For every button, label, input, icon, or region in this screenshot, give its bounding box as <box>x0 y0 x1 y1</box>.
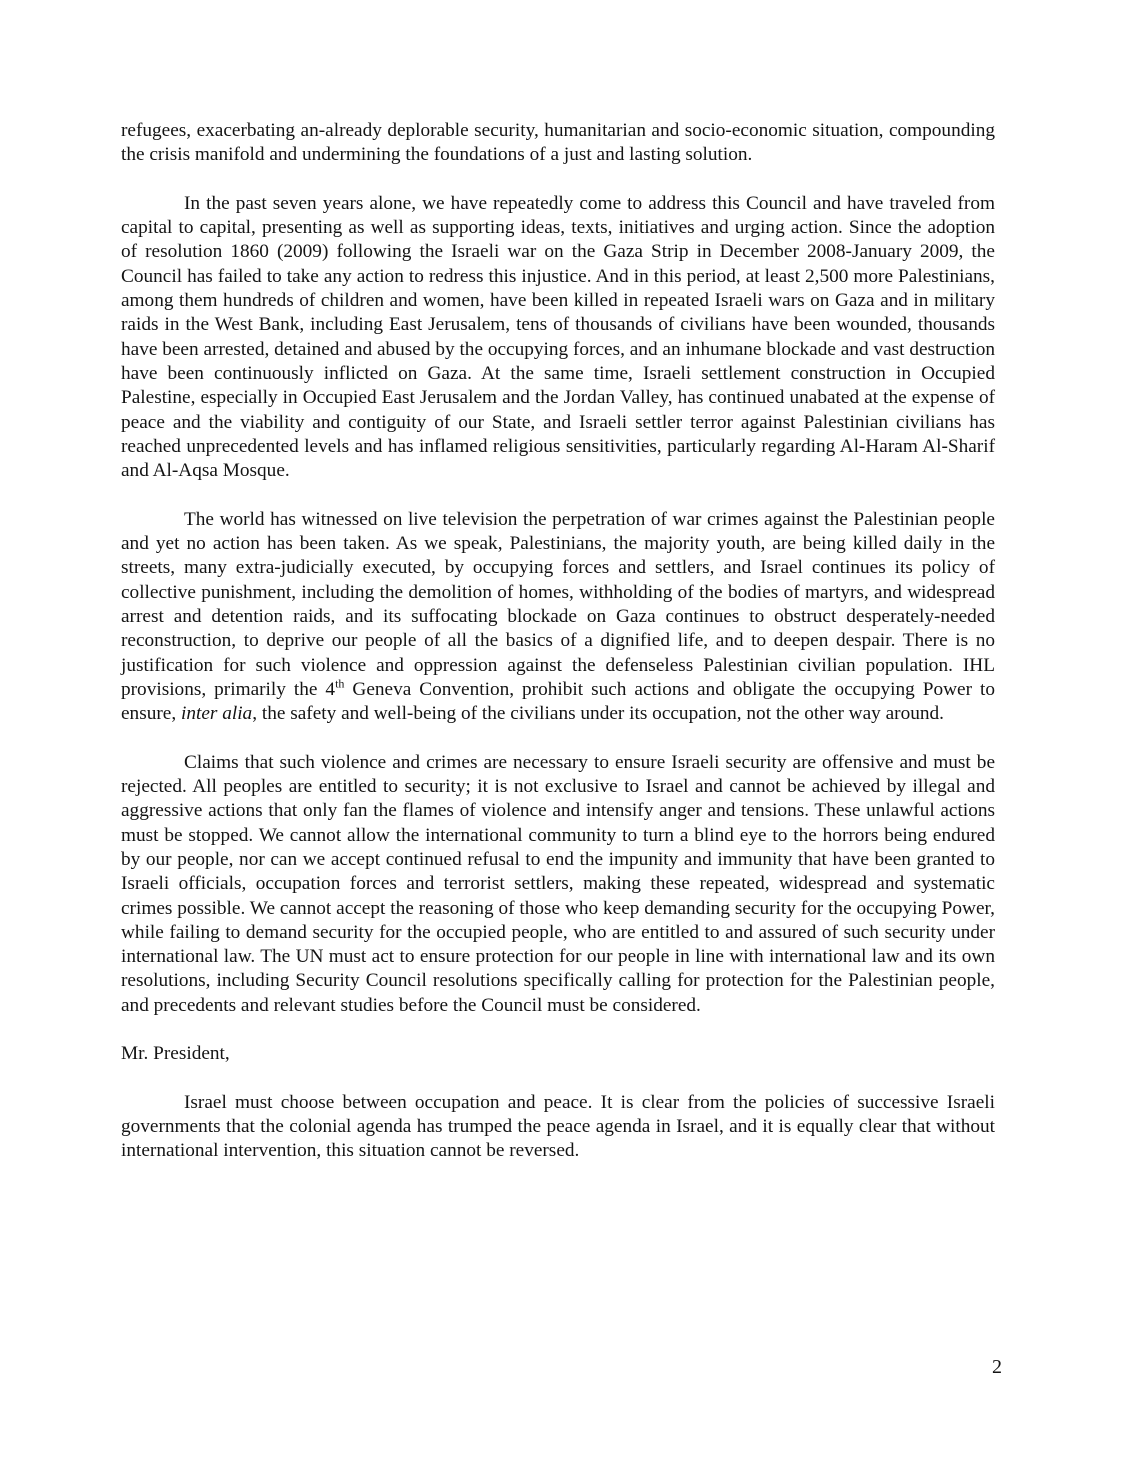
ordinal-superscript: th <box>335 676 345 691</box>
paragraph-world-witnessed <box>121 508 995 727</box>
paragraph-text-middle: Geneva Convention, prohibit such actions and obligate the occupying Power to ensure, <box>121 678 995 725</box>
paragraph-text-before: The world has witnessed on live television the perpetration of war crimes against the Palestinian people and yet no action has been taken. As we speak, Palestinians, the majority youth, are being killed daily in the streets, many extra-judicially executed, by occupying forces and settlers, and Israel continues its policy of collective punishment, including the demolition of homes, withholding of the bodies of martyrs, and widespread arrest and detention raids, and its suffocating blockade on Gaza continues to obstruct desperately-needed reconstruction, to deprive our people of all the basics of a dignified life, and to deepen despair. There is no justification for such violence and oppression against the defenseless Palestinian civilian population. IHL provisions, primarily the 4 <box>121 508 995 700</box>
page-number: 2 <box>992 1356 1002 1378</box>
document-body <box>121 119 995 1188</box>
paragraph-seven-years: In the past seven years alone, we have repeatedly come to address this Council and have traveled from capital to capital, presenting as well as supporting ideas, texts, initiatives and urging action. Since the adoption of resolution 1860 (2009) following the Israeli war on the Gaza Strip in December 2008-January 2009, the Council has failed to take any action to redress this injustice. And in this period, at least 2,500 more Palestinians, among them hundreds of children and women, have been killed in repeated Israeli wars on Gaza and in military raids in the West Bank, including East Jerusalem, tens of thousands of civilians have been wounded, thousands have been arrested, detained and abused by the occupying forces, and an inhumane blockade and vast destruction have been continuously inflicted on Gaza. At the same time, Israeli settlement construction in Occupied Palestine, especially in Occupied East Jerusalem and the Jordan Valley, has continued unabated at the expense of peace and the viability and contiguity of our State, and Israeli settler terror against Palestinian civilians has reached unprecedented levels and has inflamed religious sensitivities, particularly regarding Al-Haram Al-Sharif and Al-Aqsa Mosque. <box>121 192 995 482</box>
paragraph-refugees: refugees, exacerbating an-already deplorable security, humanitarian and socio-economic situation, compounding the crisis manifold and undermining the foundations of a just and lasting solution. <box>121 120 995 166</box>
salutation-mr-president: Mr. President, <box>121 1043 230 1065</box>
paragraph-occupation-peace: Israel must choose between occupation and peace. It is clear from the policies of successive Israeli governments that the colonial agenda has trumped the peace agenda in Israel, and it is equally clear that without international intervention, this situation cannot be reversed. <box>121 1091 995 1162</box>
paragraph-text-after: , the safety and well-being of the civilians under its occupation, not the other way around. <box>252 703 944 725</box>
latin-phrase-italic: inter alia <box>180 703 253 725</box>
paragraph-claims: Claims that such violence and crimes are necessary to ensure Israeli security are offensive and must be rejected. All peoples are entitled to security; it is not exclusive to Israel and cannot be achieved by illegal and aggressive actions that only fan the flames of violence and intensify anger and tensions. These unlawful actions must be stopped. We cannot allow the international community to turn a blind eye to the horrors being endured by our people, nor can we accept continued refusal to end the impunity and immunity that have been granted to Israeli officials, occupation forces and terrorist settlers, making these repeated, widespread and systematic crimes possible. We cannot accept the reasoning of those who keep demanding security for the occupying Power, while failing to demand security for the occupied people, who are entitled to and assured of such security under international law. The UN must act to ensure protection for our people in line with international law and its own resolutions, including Security Council resolutions specifically calling for protection for the Palestinian people, and precedents and relevant studies before the Council must be considered. <box>121 751 995 1016</box>
